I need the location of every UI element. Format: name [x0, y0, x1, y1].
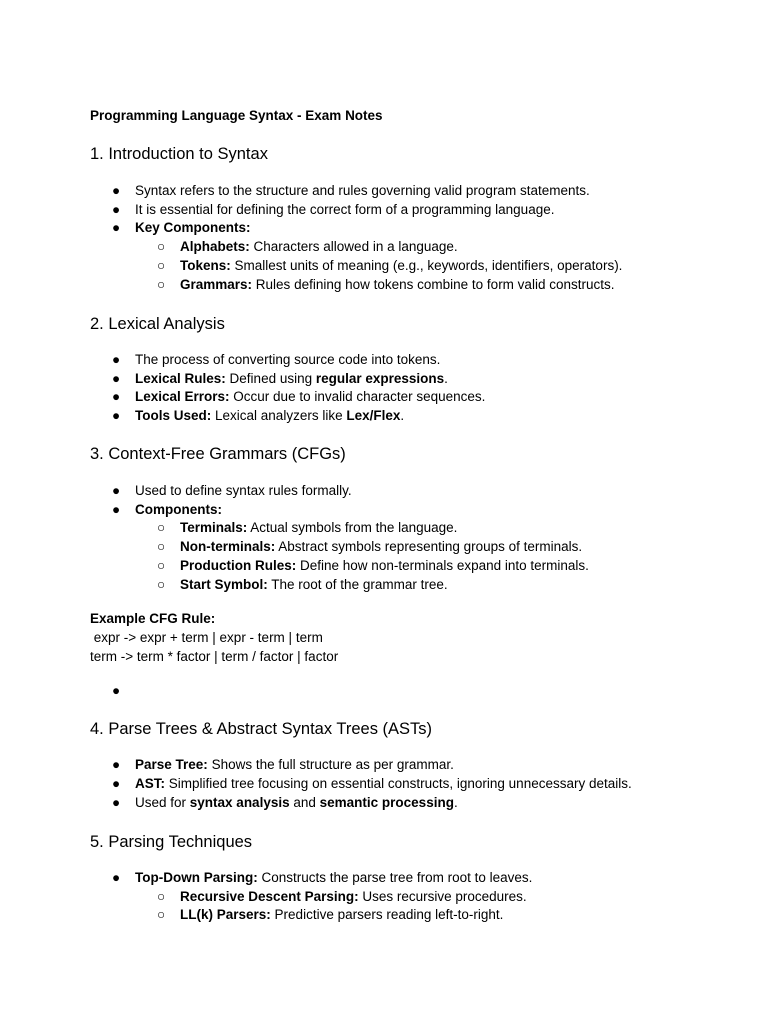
sub-bullet-icon: ○ — [157, 889, 166, 904]
punctuation: . — [400, 408, 405, 423]
sub-list-item — [180, 577, 448, 592]
bullet-icon: ● — [112, 776, 121, 791]
example-label — [90, 611, 215, 626]
sub-list-item — [180, 520, 457, 535]
punctuation: . — [453, 795, 458, 810]
sub-bullet-icon: ○ — [157, 907, 166, 922]
term-definition: Lexical analyzers like — [211, 408, 347, 423]
term-label: Production Rules: — [180, 558, 297, 573]
sub-bullet-icon: ○ — [157, 277, 166, 292]
list-item — [135, 870, 532, 885]
term-definition: Defined using — [225, 371, 316, 386]
example-label-text: Example CFG Rule: — [90, 611, 216, 626]
sub-bullet-icon: ○ — [157, 520, 166, 535]
list-item: It is essential for defining the correct form of a programming language. — [135, 202, 555, 217]
sub-list-item — [180, 277, 614, 292]
emphasis: regular expressions — [315, 371, 445, 386]
term-definition: Uses recursive procedures. — [358, 889, 527, 904]
sub-bullet-icon: ○ — [157, 539, 166, 554]
punctuation: . — [444, 371, 448, 386]
bullet-icon: ● — [112, 371, 121, 386]
term-label: Recursive Descent Parsing: — [180, 889, 359, 904]
term-definition: Occur due to invalid character sequences. — [229, 389, 486, 404]
bullet-icon: ● — [112, 502, 121, 517]
list-item-bold: Key Components: — [135, 220, 251, 235]
emphasis: syntax analysis — [189, 795, 290, 810]
list-item: The process of converting source code into tokens. — [135, 352, 441, 367]
sub-list-item — [180, 907, 503, 922]
empty-bullet-icon: ● — [112, 683, 121, 698]
sub-bullet-icon: ○ — [157, 577, 166, 592]
emphasis: Lex/Flex — [346, 408, 401, 423]
term-label: Top-Down Parsing: — [135, 870, 258, 885]
list-item — [135, 371, 448, 386]
section-heading: 3. Context-Free Grammars (CFGs) — [90, 445, 346, 463]
bullet-icon: ● — [112, 408, 121, 423]
term-label: Lexical Rules: — [135, 371, 226, 386]
list-item — [135, 502, 222, 517]
document-title: Programming Language Syntax - Exam Notes — [90, 108, 383, 123]
list-item — [135, 220, 251, 235]
grammar-rule: expr -> expr + term | expr - term | term — [90, 630, 323, 645]
term-label: Start Symbol: — [180, 577, 268, 592]
bullet-icon: ● — [112, 757, 121, 772]
term-definition: Shows the full structure as per grammar. — [207, 757, 454, 772]
list-item — [135, 776, 632, 791]
term-label: Terminals: — [180, 520, 248, 535]
sub-bullet-icon: ○ — [157, 258, 166, 273]
grammar-rule: term -> term * factor | term / factor | factor — [90, 649, 339, 664]
text: and — [289, 795, 320, 810]
sub-list-item — [180, 258, 622, 273]
bullet-icon: ● — [112, 795, 121, 810]
term-definition: Predictive parsers reading left-to-right. — [270, 907, 504, 922]
sub-list-item — [180, 889, 527, 904]
section-heading: 4. Parse Trees & Abstract Syntax Trees (ASTs) — [90, 720, 433, 738]
term-label: LL(k) Parsers: — [180, 907, 271, 922]
bullet-icon: ● — [112, 483, 121, 498]
term-definition: Smallest units of meaning (e.g., keywords, identifiers, operators). — [230, 258, 623, 273]
term-label: Parse Tree: — [135, 757, 208, 772]
term-label: Alphabets: — [180, 239, 250, 254]
bullet-icon: ● — [112, 870, 121, 885]
bullet-icon: ● — [112, 389, 121, 404]
sub-bullet-icon: ○ — [157, 239, 166, 254]
term-label: Tokens: — [180, 258, 231, 273]
list-item: Syntax refers to the structure and rules governing valid program statements. — [135, 183, 590, 198]
emphasis: semantic processing — [319, 795, 454, 810]
sub-list-item — [180, 239, 458, 254]
sub-list-item — [180, 558, 589, 573]
list-item — [135, 757, 454, 772]
text: Used for — [135, 795, 190, 810]
section-heading: 5. Parsing Techniques — [90, 833, 253, 851]
sub-list-item — [180, 539, 582, 554]
section-heading: 1. Introduction to Syntax — [90, 145, 268, 163]
sub-bullet-icon: ○ — [157, 558, 166, 573]
term-label: AST: — [135, 776, 165, 791]
term-definition: Characters allowed in a language. — [249, 239, 458, 254]
term-definition: Actual symbols from the language. — [247, 520, 458, 535]
bullet-icon: ● — [112, 202, 121, 217]
term-label: Tools Used: — [135, 408, 212, 423]
term-definition: Define how non-terminals expand into terminals. — [296, 558, 589, 573]
list-item — [135, 795, 458, 810]
term-definition: Simplified tree focusing on essential constructs, ignoring unnecessary details. — [165, 776, 632, 791]
list-item — [135, 408, 404, 423]
term-label: Non-terminals: — [180, 539, 276, 554]
list-item: Used to define syntax rules formally. — [135, 483, 352, 498]
term-label: Grammars: — [180, 277, 253, 292]
term-definition: Constructs the parse tree from root to leaves. — [257, 870, 533, 885]
bullet-icon: ● — [112, 352, 121, 367]
term-definition: Rules defining how tokens combine to form valid constructs. — [252, 277, 615, 292]
bullet-icon: ● — [112, 183, 121, 198]
term-definition: Abstract symbols representing groups of terminals. — [275, 539, 583, 554]
section-heading: 2. Lexical Analysis — [90, 315, 225, 333]
bullet-icon: ● — [112, 220, 121, 235]
list-item-bold: Components: — [135, 502, 222, 517]
term-label: Lexical Errors: — [135, 389, 230, 404]
list-item — [135, 389, 485, 404]
term-definition: The root of the grammar tree. — [267, 577, 448, 592]
